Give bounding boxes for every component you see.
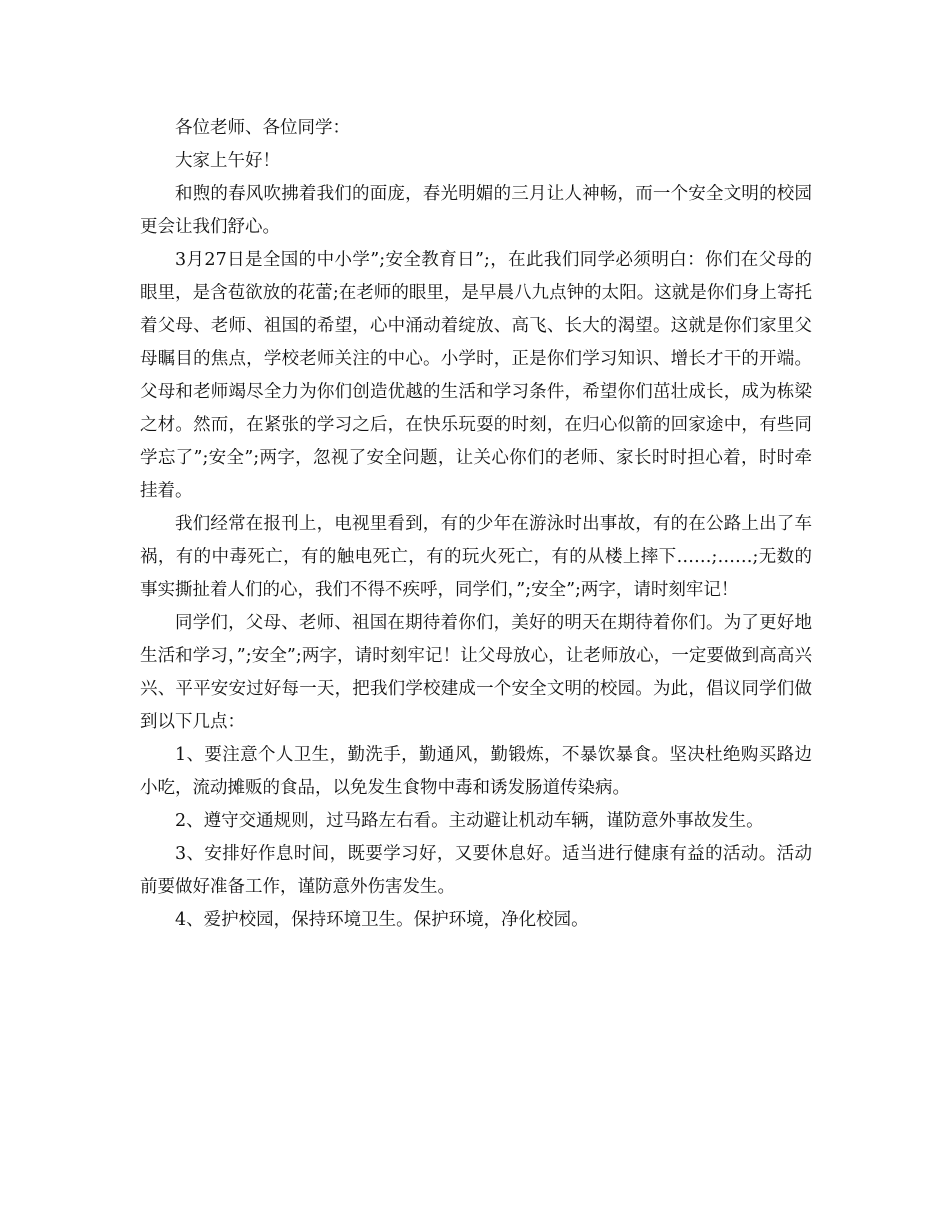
greeting-line: 各位老师、各位同学： <box>175 118 350 138</box>
paragraph-appeal: 同学们，父母、老师、祖国在期待着你们，美好的明天在期待着你们。为了更好地生活和学习，”;安全”;两字，请时刻牢记！让父母放心，让老师放心，一定要做到高高兴兴、平平安安过好每一天，把我们学校建成一个安全文明的校园。为此，倡议同学们做到以下几点： <box>140 613 812 732</box>
list-item-hygiene: 1、要注意个人卫生，勤洗手，勤通风，勤锻炼，不暴饮暴食。坚决杜绝购买路边小吃，流动摊贩的食品，以免发生食物中毒和诱发肠道传染病。 <box>140 745 812 798</box>
paragraph-intro: 和煦的春风吹拂着我们的面庞，春光明媚的三月让人神畅，而一个安全文明的校园更会让我们舒心。 <box>140 184 812 237</box>
paragraph-safety-day: 3月27日是全国的中小学”;安全教育日”;，在此我们同学必须明白：你们在父母的眼里，是含苞欲放的花蕾;在老师的眼里，是早晨八九点钟的太阳。这就是你们身上寄托着父母、老师、祖国的希望，心中涌动着绽放、高飞、长大的渴望。这就是你们家里父母瞩目的焦点，学校老师关注的中心。小学时，正是你们学习知识、增长才干的开端。父母和老师竭尽全力为你们创造优越的生活和学习条件，希望你们茁壮成长，成为栋梁之材。然而，在紧张的学习之后，在快乐玩耍的时刻，在归心似箭的回家途中，有些同学忘了”;安全”;两字，忽视了安全问题，让关心你们的老师、家长时时担心着，时时牵挂着。 <box>140 250 812 501</box>
list-item-campus: 4、爱护校园，保持环境卫生。保护环境，净化校园。 <box>175 910 589 930</box>
salutation-line: 大家上午好！ <box>175 151 280 171</box>
paragraph-accidents: 我们经常在报刊上，电视里看到，有的少年在游泳时出事故，有的在公路上出了车祸，有的中毒死亡，有的触电死亡，有的玩火死亡，有的从楼上摔下……;……;无数的事实撕扯着人们的心，我们不得不疾呼，同学们，”;安全”;两字，请时刻牢记！ <box>140 514 812 600</box>
list-item-schedule: 3、安排好作息时间，既要学习好，又要休息好。适当进行健康有益的活动。活动前要做好准备工作，谨防意外伤害发生。 <box>140 844 812 897</box>
document-body <box>140 112 812 937</box>
list-item-traffic: 2、遵守交通规则，过马路左右看。主动避让机动车辆，谨防意外事故发生。 <box>175 811 764 831</box>
